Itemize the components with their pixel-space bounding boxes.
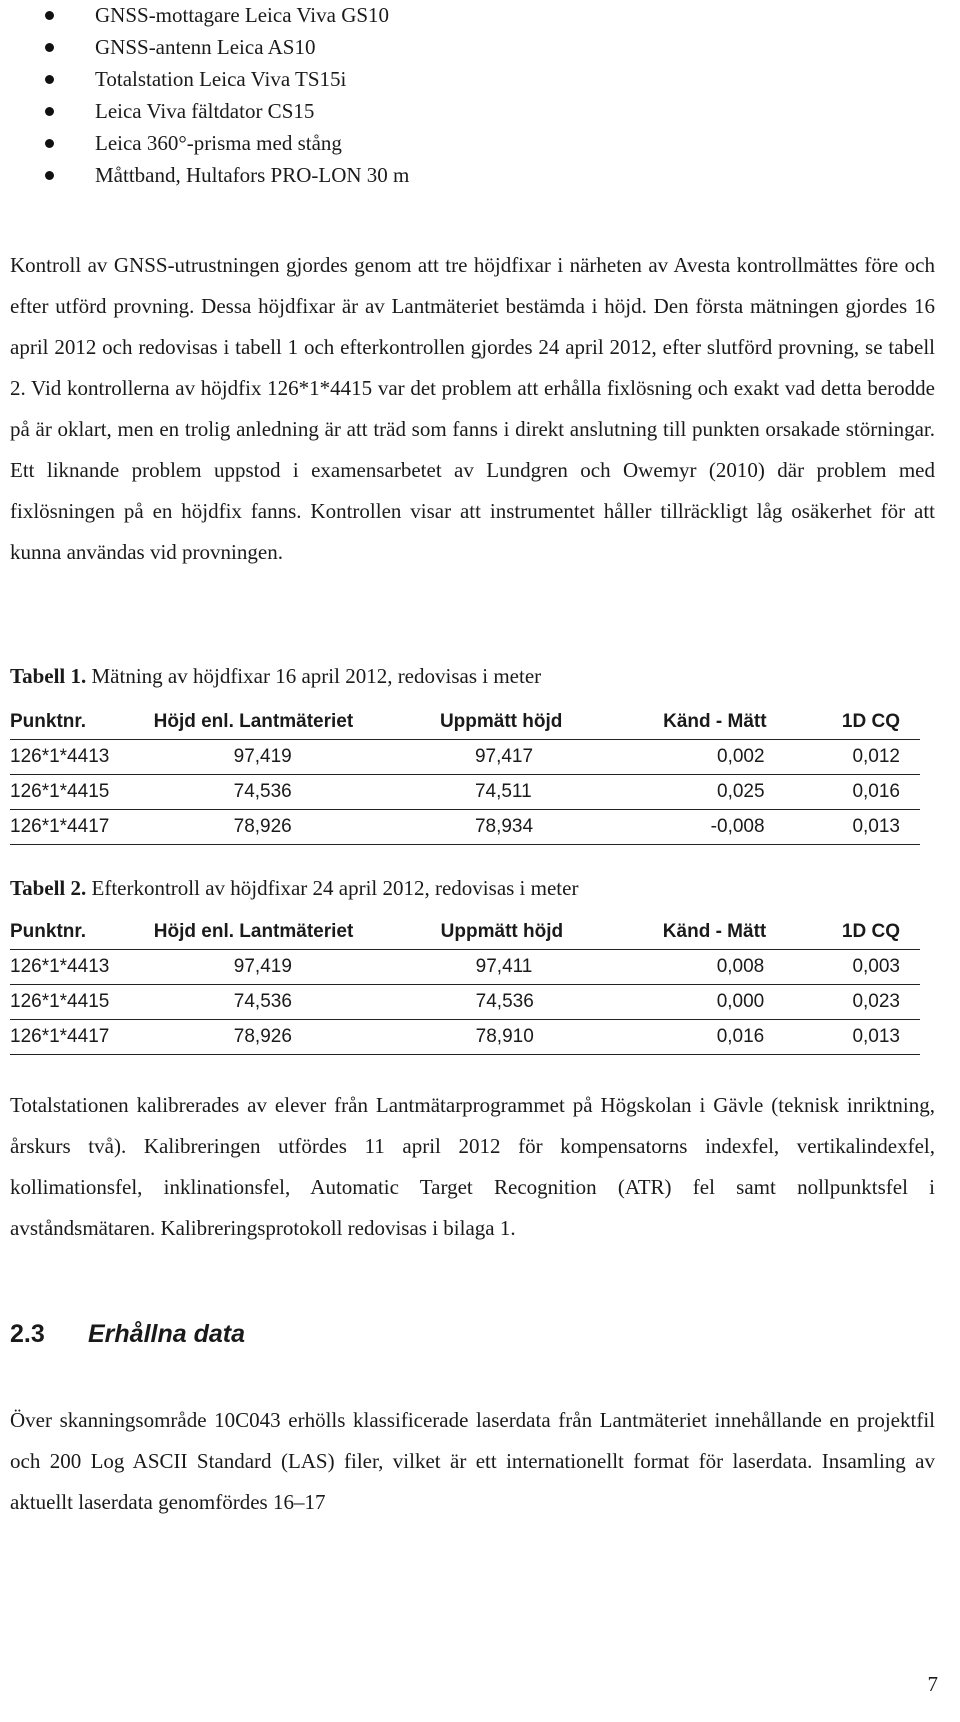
table-header-row <box>10 705 920 740</box>
list-item <box>0 64 900 96</box>
table-row <box>10 1020 920 1055</box>
table-cell: 126*1*4415 <box>10 775 144 810</box>
table-1 <box>10 705 920 845</box>
paragraph-text: Kontroll av GNSS-utrustningen gjordes genom att tre höjdfixar i närheten av Avesta kontrollmättes före och efter utförd provning. Dessa höjdfixar är av Lantmäteriet bestämda i höjd. Den första mätningen gjordes 16 april 2012 och redovisas i tabell 1 och efterkontrollen gjordes 24 april 2012, efter slutförd provning, se tabell 2. Vid kontrollerna av höjdfix 126*1*4415 var det problem att erhålla fixlösning och exakt vad detta berodde på är oklart, men en trolig anledning är att träd som fanns i direkt anslutning till punkten orsakade störningar. Ett liknande problem uppstod i examensarbetet av Lundgren och Owemyr (2010) där problem med fixlösningen på en höjdfix fanns. Kontrollen visar att instrumentet håller tillräckligt låg osäkerhet för att kunna användas vid provningen. <box>10 253 935 564</box>
table-cell: 74,536 <box>144 775 420 810</box>
paragraph-text: Över skanningsområde 10C043 erhölls klassificerade laserdata från Lantmäteriet innehållande en projektfil och 200 Log ASCII Standard (LAS) filer, vilket är ett internationellt format för laserdata. Insamling av aktuellt laserdata genomfördes 16–17 <box>10 1408 935 1514</box>
table-cell: 74,511 <box>420 775 630 810</box>
table-cell: 126*1*4413 <box>10 950 144 985</box>
table-cell: 0,013 <box>774 1020 920 1055</box>
table-row <box>10 810 920 845</box>
list-item <box>0 160 900 192</box>
paragraph-gnss-control <box>10 245 935 573</box>
table-cell: 126*1*4417 <box>10 810 144 845</box>
page-number: 7 <box>927 1672 938 1696</box>
table-row <box>10 950 920 985</box>
table-2-caption <box>10 874 578 902</box>
list-item <box>0 96 900 128</box>
table-cell: 0,023 <box>774 985 920 1020</box>
list-item-text: GNSS-mottagare Leica Viva GS10 <box>95 3 390 27</box>
column-header: Uppmätt höjd <box>420 705 630 740</box>
bullet-icon <box>45 75 54 84</box>
table-cell: 97,419 <box>144 950 421 985</box>
column-header: Punktnr. <box>10 705 144 740</box>
column-header: Höjd enl. Lantmäteriet <box>144 915 421 950</box>
paragraph-calibration <box>10 1085 935 1249</box>
table-caption-label: Tabell 2. <box>10 876 87 900</box>
bullet-icon <box>45 139 54 148</box>
table-cell: 0,016 <box>775 775 920 810</box>
table-cell: 126*1*4415 <box>10 985 144 1020</box>
table-caption-label: Tabell 1. <box>10 664 87 688</box>
table-caption-text: Efterkontroll av höjdfixar 24 april 2012, redovisas i meter <box>86 876 579 900</box>
section-heading <box>10 1320 245 1349</box>
table-cell: 74,536 <box>421 985 632 1020</box>
list-item-text: GNSS-antenn Leica AS10 <box>95 35 316 59</box>
column-header: Höjd enl. Lantmäteriet <box>144 705 420 740</box>
table-cell: 0,003 <box>774 950 920 985</box>
table-cell: 126*1*4413 <box>10 740 144 775</box>
table-cell: 74,536 <box>144 985 421 1020</box>
table-cell: 78,926 <box>144 810 420 845</box>
column-header: Känd - Mätt <box>630 705 774 740</box>
section-number: 2.3 <box>10 1320 45 1348</box>
list-item <box>0 128 900 160</box>
bullet-icon <box>45 171 54 180</box>
table-cell: 97,411 <box>421 950 632 985</box>
bullet-icon <box>45 11 54 20</box>
column-header: Punktnr. <box>10 915 144 950</box>
table-cell: 0,016 <box>631 1020 774 1055</box>
list-item-text: Leica Viva fältdator CS15 <box>95 99 315 123</box>
table-cell: 0,008 <box>631 950 774 985</box>
paragraph-text: Totalstationen kalibrerades av elever från Lantmätarprogrammet på Högskolan i Gävle (teknisk inriktning, årskurs två). Kalibreringen utfördes 11 april 2012 för kompensatorns indexfel, vertikalindexfel, kollimationsfel, inklinationsfel, Automatic Target Recognition (ATR) fel samt nollpunktsfel i avståndsmätaren. Kalibreringsprotokoll redovisas i bilaga 1. <box>10 1093 935 1240</box>
column-header: 1D CQ <box>775 705 920 740</box>
table-cell: 78,910 <box>421 1020 632 1055</box>
column-header: Känd - Mätt <box>631 915 774 950</box>
bullet-icon <box>45 43 54 52</box>
table-cell: 0,012 <box>775 740 920 775</box>
column-header: Uppmätt höjd <box>421 915 632 950</box>
list-item <box>0 0 900 32</box>
table-cell: -0,008 <box>630 810 774 845</box>
table-cell: 126*1*4417 <box>10 1020 144 1055</box>
table-caption-text: Mätning av höjdfixar 16 april 2012, redovisas i meter <box>86 664 542 688</box>
table-cell: 97,419 <box>144 740 420 775</box>
table-cell: 0,013 <box>775 810 920 845</box>
table-row <box>10 985 920 1020</box>
list-item <box>0 32 900 64</box>
table-cell: 0,002 <box>630 740 774 775</box>
paragraph-received-data <box>10 1400 935 1523</box>
table-row <box>10 740 920 775</box>
table-1-caption <box>10 662 541 690</box>
table-2 <box>10 915 920 1055</box>
table-header-row <box>10 915 920 950</box>
section-title: Erhållna data <box>88 1320 245 1348</box>
table-cell: 78,926 <box>144 1020 421 1055</box>
column-header: 1D CQ <box>774 915 920 950</box>
table-cell: 78,934 <box>420 810 630 845</box>
table-cell: 0,000 <box>631 985 774 1020</box>
table-row <box>10 775 920 810</box>
bullet-icon <box>45 107 54 116</box>
list-item-text: Totalstation Leica Viva TS15i <box>95 67 347 91</box>
list-item-text: Leica 360°-prisma med stång <box>95 131 342 155</box>
table-cell: 0,025 <box>630 775 774 810</box>
table-cell: 97,417 <box>420 740 630 775</box>
list-item-text: Måttband, Hultafors PRO-LON 30 m <box>95 163 410 187</box>
